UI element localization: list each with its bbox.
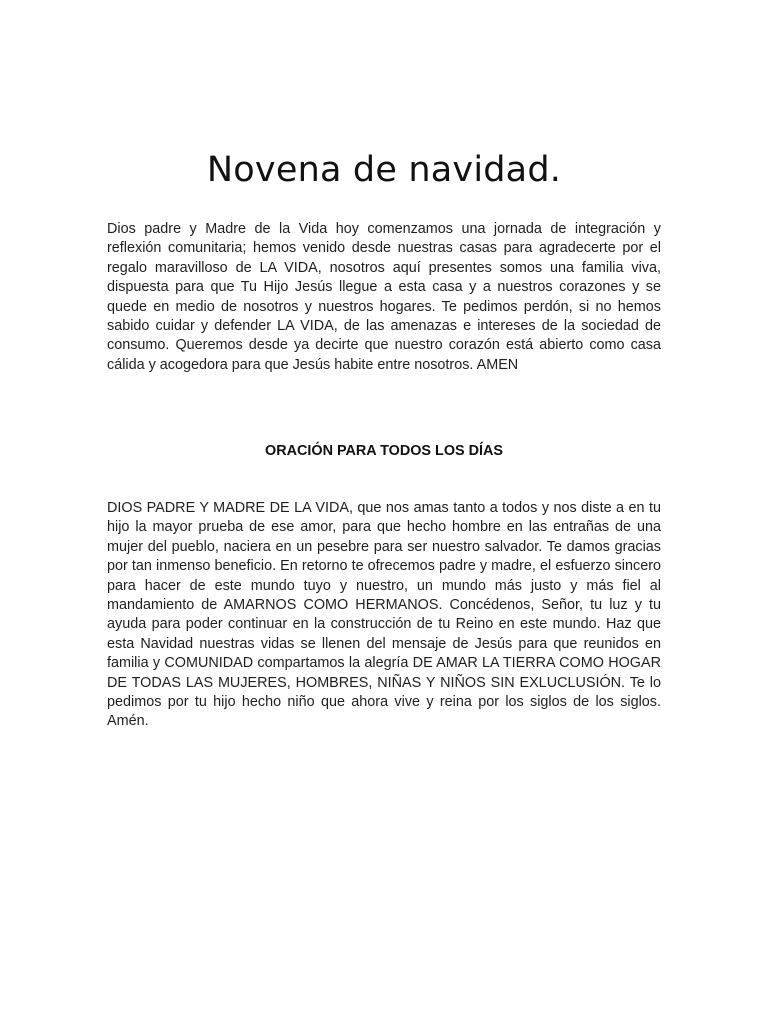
section-heading: ORACIÓN PARA TODOS LOS DÍAS [265, 443, 503, 459]
prayer-paragraph: DIOS PADRE Y MADRE DE LA VIDA, que nos amas tanto a todos y nos diste a en tu hijo la mayor prueba de ese amor, para que hecho hombre en las entrañas de una mujer del pueblo, naciera en un pesebre para ser nuestro salvador. Te damos gracias por tan inmenso beneficio. En retorno te ofrecemos padre y madre, el esfuerzo sincero para hacer de este mundo tuyo y nuestro, un mundo más justo y más fiel al mandamiento de AMARNOS COMO HERMANOS. Concédenos, Señor, tu luz y tu ayuda para poder continuar en la construcción de tu Reino en este mundo. Haz que esta Navidad nuestras vidas se llenen del mensaje de Jesús para que reunidos en familia y COMUNIDAD compartamos la alegría DE AMAR LA TIERRA COMO HOGAR DE TODAS LAS MUJERES, HOMBRES, NIÑAS Y NIÑOS SIN EXLUCLUSIÓN. Te lo pedimos por tu hijo hecho niño que ahora vive y reina por los siglos de los siglos. Amén. [107, 500, 661, 730]
page-title: Novena de navidad. [206, 150, 562, 190]
intro-paragraph: Dios padre y Madre de la Vida hoy comenzamos una jornada de integración y reflexión comunitaria; hemos venido desde nuestras casas para agradecerte por el regalo maravilloso de LA VIDA, nosotros aquí presentes somos una familia viva, dispuesta para que Tu Hijo Jesús llegue a esta casa y a nuestros corazones y se quede en medio de nosotros y nuestros hogares. Te pedimos perdón, si no hemos sabido cuidar y defender LA VIDA, de las amenazas e intereses de la sociedad de consumo. Queremos desde ya decirte que nuestro corazón está abierto como casa cálida y acogedora para que Jesús habite entre nosotros. AMEN [107, 221, 661, 373]
